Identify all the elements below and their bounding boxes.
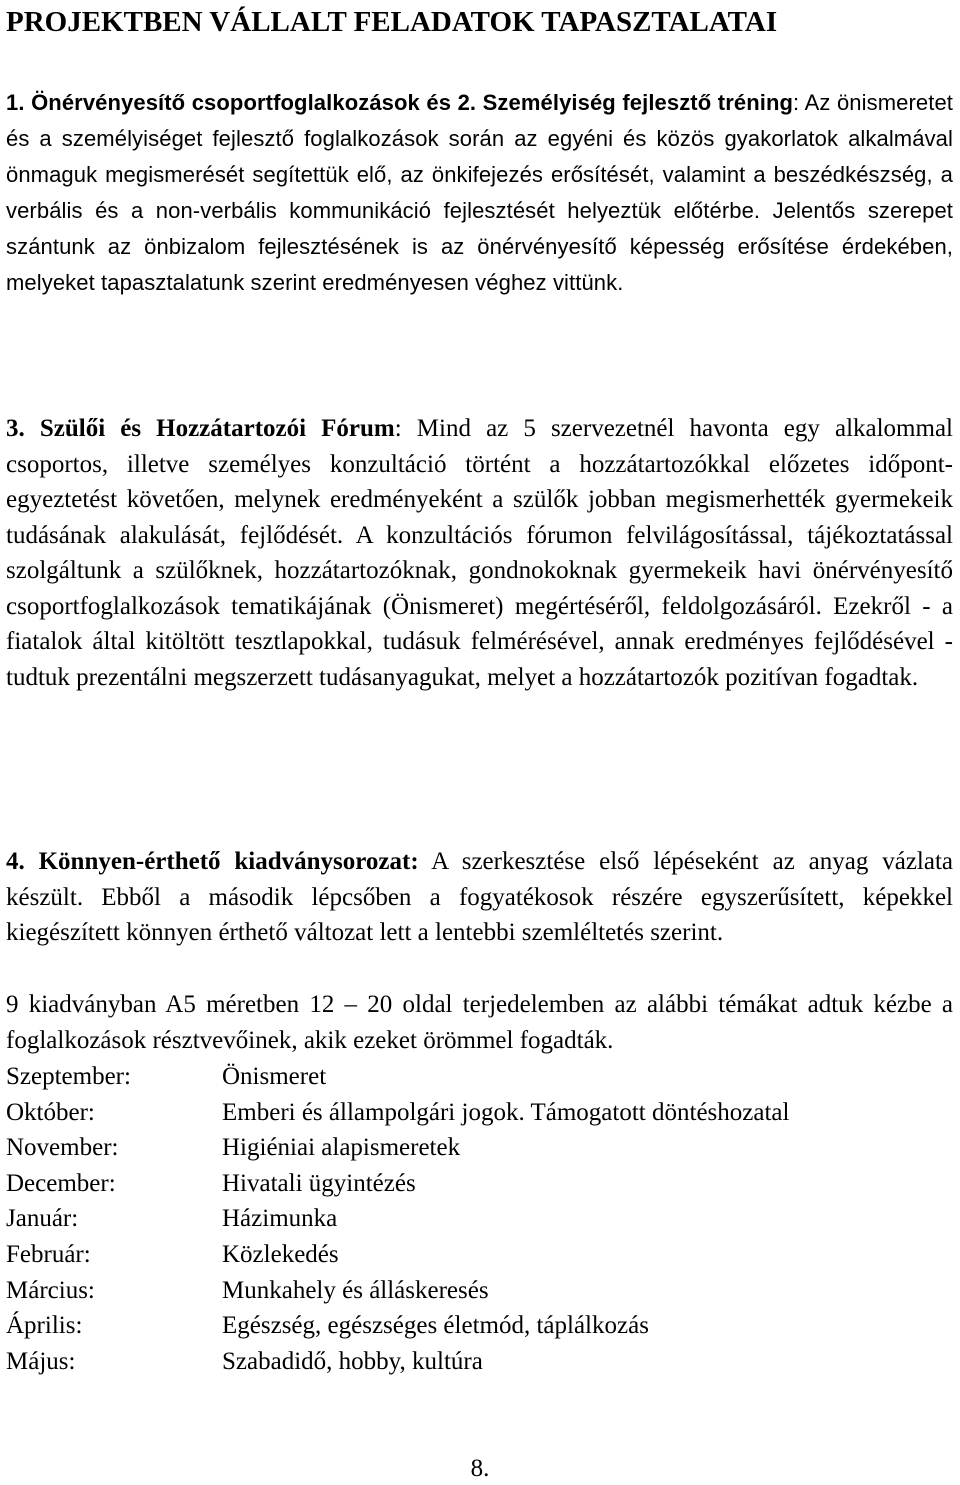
section-3-body: : Mind az 5 szervezetnél havonta egy alkalommal csoportos, illetve személyes konzultáció történt a hozzátartozókkal előzetes időpont-egyeztetést követően, melynek eredményeként a szülők jobban megismerhették gyermekeik tudásának alakulását, fejlődését. A konzultációs fórumon felvilágosítással, tájékoztatással szolgáltunk a szülőknek, hozzátartozóknak, gondnokoknak gyermekeik havi önérvényesítő csoportfoglalkozások tematikájának (Önismeret) megértéséről, feldolgozásáról. Ezekről - a fiatalok által kitöltött tesztlapokkal, tudásuk felmérésével, annak eredményes fejlődésével - tudtuk prezentálni megszerzett tudásanyagukat, melyet a hozzátartozók pozitívan fogadtak. [6,415,953,691]
schedule-topic: Önismeret [222,1063,327,1090]
section-1-heading: 1. Önérvényesítő csoportfoglalkozások és 2. Személyiség fejlesztő tréning [6,90,794,115]
schedule-row [6,1166,953,1202]
schedule-month: Január: [6,1205,79,1233]
section-4-heading: 4. Könnyen-érthető kiadványsorozat: [6,848,419,875]
schedule-row [6,1237,953,1273]
schedule-topic: Emberi és állampolgári jogok. Támogatott döntéshozatal [222,1098,790,1126]
section-4-paragraph [6,844,953,951]
schedule-month: Október: [6,1098,95,1126]
schedule-month: Április: [6,1312,83,1340]
schedule-row [6,1308,953,1344]
section-3-paragraph [6,411,953,695]
page-title: PROJEKTBEN VÁLLALT FELADATOK TAPASZTALATAI [6,6,778,38]
section-3-heading: 3. Szülői és Hozzátartozói Fórum [6,415,395,442]
schedule-month: Május: [6,1347,76,1375]
schedule-topic: Házimunka [222,1205,338,1233]
schedule-month: Március: [6,1276,95,1304]
schedule-row [6,1095,953,1131]
schedule-topic: Szabadidő, hobby, kultúra [222,1347,483,1375]
schedule-month: December: [6,1169,116,1197]
page-number: 8. [470,1455,490,1482]
schedule-month: November: [6,1134,119,1162]
section-4-paragraph-2: 9 kiadványban A5 méretben 12 – 20 oldal terjedelemben az alábbi témákat adtuk kézbe a foglalkozások résztvevőinek, akik ezeket örömmel fogadták. [6,991,953,1054]
section-1-body: : Az önismeretet és a személyiséget fejlesztő foglalkozások során az egyéni és közös gyakorlatok alkalmával önmaguk megismerését segítettük elő, az önkifejezés erősítését, valamint a beszédkészség, a verbális és a non-verbális kommunikáció fejlesztését helyeztük előtérbe. Jelentős szerepet szántunk az önbizalom fejlesztésének is az önérvényesítő képesség erősítése érdekében, melyeket tapasztalatunk szerint eredményesen véghez vittünk. [6,90,953,296]
schedule-row [6,1273,953,1309]
schedule-row [6,1059,953,1095]
schedule-topic: Hivatali ügyintézés [222,1169,416,1197]
schedule-row [6,1130,953,1166]
publication-schedule [6,1059,953,1379]
schedule-topic: Munkahely és álláskeresés [222,1276,489,1304]
section-4-body: A szerkesztése első lépéseként az anyag vázlata készült. Ebből a második lépcsőben a fogyatékosok részére egyszerűsített, képekkel kiegészített könnyen érthető változat lett a lentebbi szemléltetés szerint. [6,848,953,946]
schedule-topic: Egészség, egészséges életmód, táplálkozás [222,1312,649,1340]
schedule-row [6,1201,953,1237]
section-1-paragraph [6,85,953,302]
schedule-month: Szeptember: [6,1063,131,1090]
schedule-topic: Higiéniai alapismeretek [222,1134,461,1162]
schedule-row [6,1344,953,1380]
schedule-topic: Közlekedés [222,1240,339,1268]
schedule-month: Február: [6,1240,91,1268]
